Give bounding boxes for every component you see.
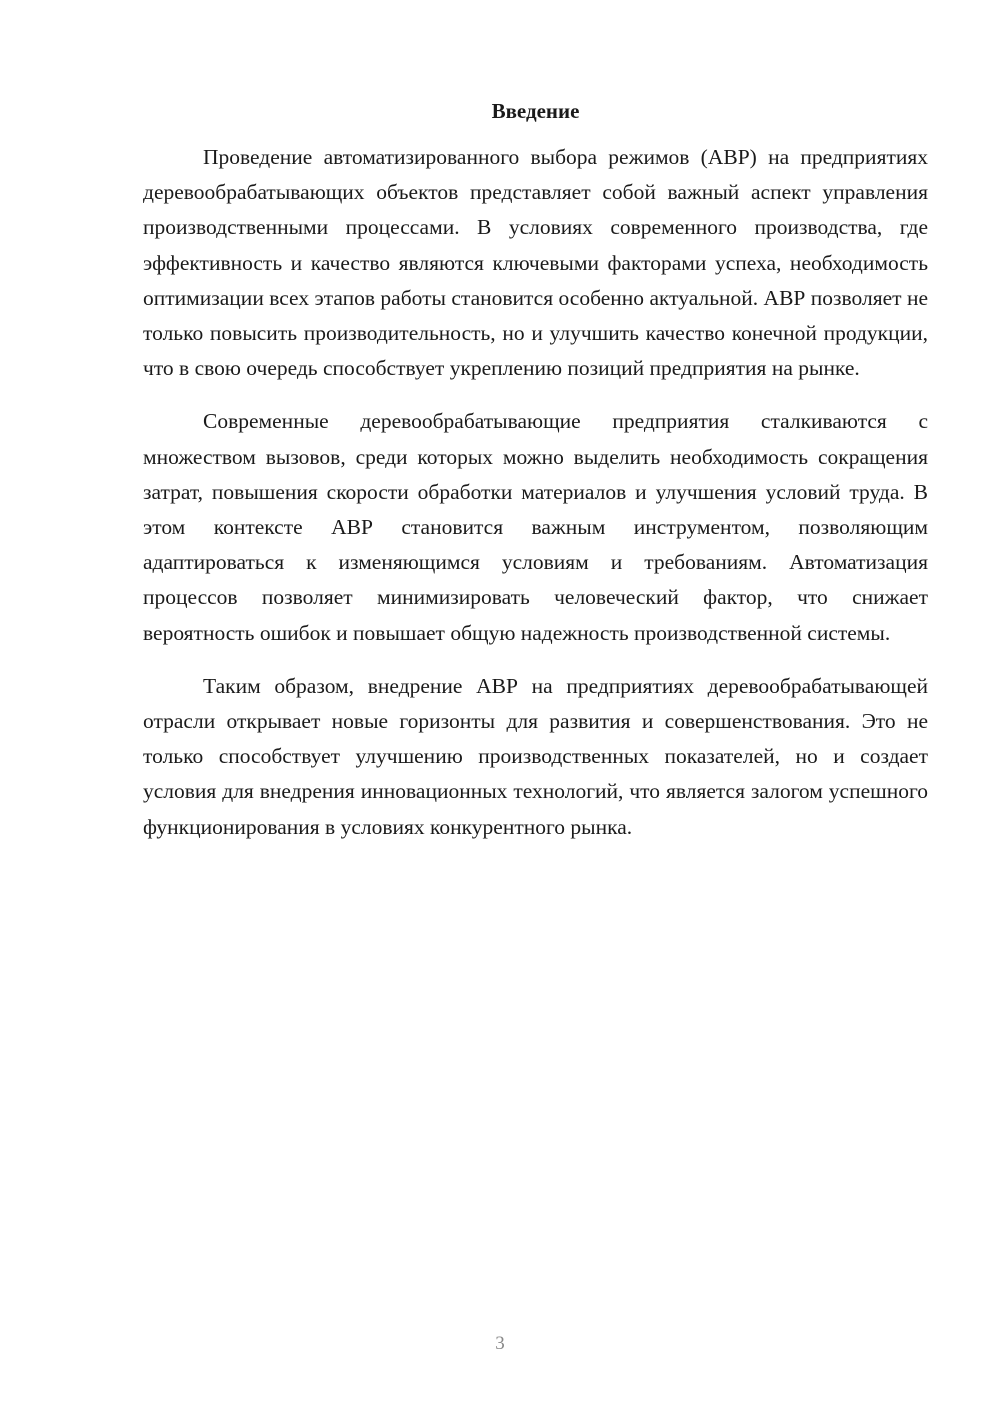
paragraph-2: Современные деревообрабатывающие предприятия сталкиваются с множеством вызовов, среди которых можно выделить необходимость сокращения затрат, повышения скорости обработки материалов и улучшения условий труда. В этом контексте АВР становится важным инструментом, позволяющим адаптироваться к изменяющимся условиям и требованиям. Автоматизация процессов позволяет минимизировать человеческий фактор, что снижает вероятность ошибок и повышает общую надежность производственной системы. xyxy=(143,409,928,645)
paragraph-1: Проведение автоматизированного выбора режимов (АВР) на предприятиях деревообрабатывающих объектов представляет собой важный аспект управления производственными процессами. В условиях современного производства, где эффективность и качество являются ключевыми факторами успеха, необходимость оптимизации всех этапов работы становится особенно актуальной. АВР позволяет не только повысить производительность, но и улучшить качество конечной продукции, что в свою очередь способствует укреплению позиций предприятия на рынке. xyxy=(143,145,928,381)
section-title: Введение xyxy=(491,99,580,123)
page-number: 3 xyxy=(495,1333,505,1354)
page-content xyxy=(143,96,928,863)
paragraph-3: Таким образом, внедрение АВР на предприятиях деревообрабатывающей отрасли открывает новые горизонты для развития и совершенствования. Это не только способствует улучшению производственных показателей, но и создает условия для внедрения инновационных технологий, что является залогом успешного функционирования в условиях конкурентного рынка. xyxy=(143,673,928,839)
